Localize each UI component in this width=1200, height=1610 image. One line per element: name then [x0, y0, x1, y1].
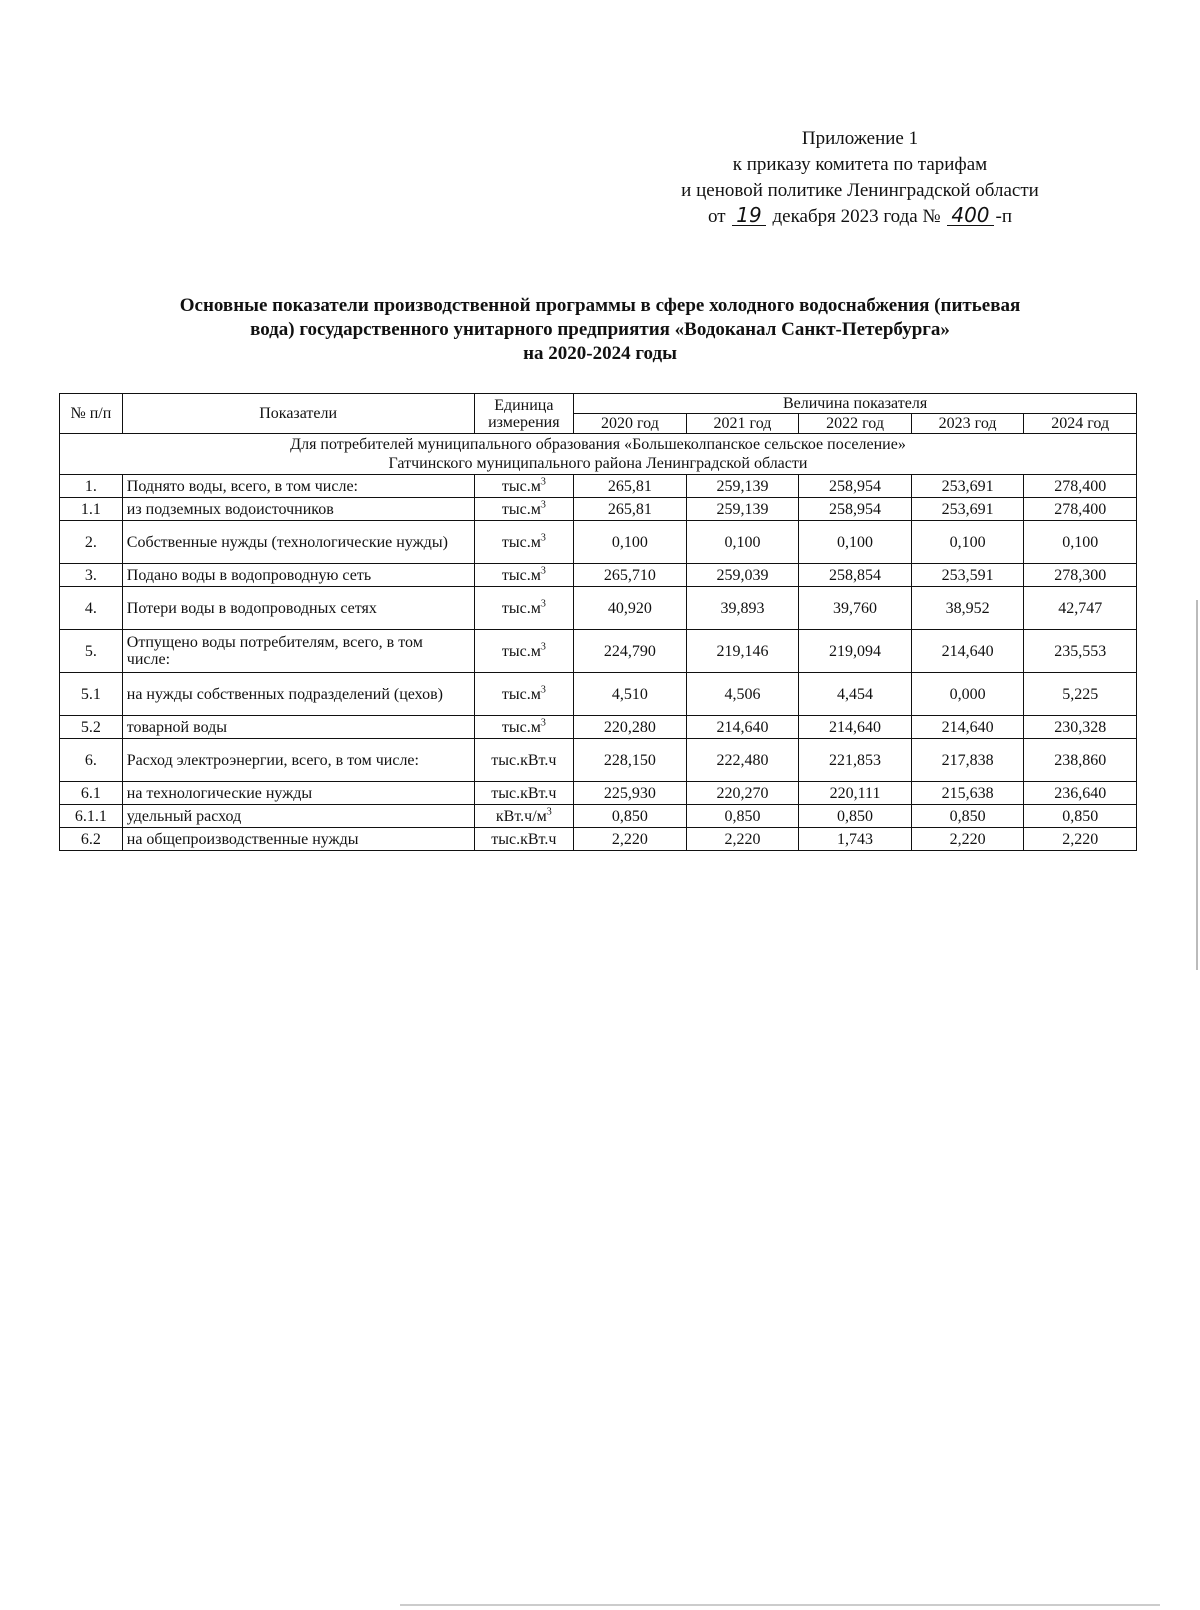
row-indicator-name: Отпущено воды потребителям, всего, в том числе:	[122, 630, 474, 673]
unit-superscript: 3	[540, 641, 546, 653]
row-value: 217,838	[911, 739, 1024, 782]
row-value: 40,920	[574, 587, 687, 630]
row-value: 0,100	[686, 521, 799, 564]
row-number: 5.2	[60, 716, 123, 739]
handwritten-order-number: 400	[947, 205, 993, 226]
row-value: 214,640	[686, 716, 799, 739]
row-value: 0,850	[911, 805, 1024, 828]
row-value: 258,854	[799, 564, 912, 587]
row-value: 259,139	[686, 475, 799, 498]
order-suffix: -п	[995, 206, 1013, 227]
row-value: 214,640	[911, 716, 1024, 739]
unit-text: кВт.ч/м	[495, 807, 547, 825]
row-value: 0,100	[799, 521, 912, 564]
row-value: 0,850	[1024, 805, 1137, 828]
header-year: 2024 год	[1024, 414, 1137, 434]
row-value: 225,930	[574, 782, 687, 805]
table-row	[60, 564, 1137, 587]
row-number: 4.	[60, 587, 123, 630]
unit-text: тыс.м	[501, 599, 541, 617]
row-value: 265,710	[574, 564, 687, 587]
header-no: № п/п	[60, 394, 123, 434]
unit-superscript: 3	[540, 598, 546, 610]
row-value: 278,400	[1024, 498, 1137, 521]
row-value: 214,640	[911, 630, 1024, 673]
unit-superscript: 3	[540, 565, 546, 577]
row-indicator-name: на общепроизводственные нужды	[122, 828, 474, 851]
indicators-table	[59, 393, 1137, 851]
row-value: 265,81	[574, 475, 687, 498]
row-value: 42,747	[1024, 587, 1137, 630]
unit-text: тыс.м	[501, 685, 541, 703]
row-indicator-name: Подано воды в водопроводную сеть	[122, 564, 474, 587]
row-number: 1.1	[60, 498, 123, 521]
row-unit	[474, 716, 574, 739]
row-value: 1,743	[799, 828, 912, 851]
row-value: 220,270	[686, 782, 799, 805]
row-value: 220,280	[574, 716, 687, 739]
row-number: 5.	[60, 630, 123, 673]
row-value: 0,100	[911, 521, 1024, 564]
date-rest: декабря 2023 года №	[772, 206, 941, 227]
table-row	[60, 716, 1137, 739]
row-value: 228,150	[574, 739, 687, 782]
appendix-line-order: к приказу комитета по тарифам	[732, 154, 988, 175]
row-value: 259,139	[686, 498, 799, 521]
scan-bottom-edge	[400, 1604, 1160, 1606]
row-value: 215,638	[911, 782, 1024, 805]
table-row	[60, 521, 1137, 564]
header-indicator: Показатели	[122, 394, 474, 434]
row-value: 4,510	[574, 673, 687, 716]
row-value: 258,954	[799, 475, 912, 498]
header-value-group: Величина показателя	[574, 394, 1137, 414]
row-unit	[474, 564, 574, 587]
row-unit	[474, 521, 574, 564]
row-value: 214,640	[799, 716, 912, 739]
row-value: 4,506	[686, 673, 799, 716]
table-row	[60, 739, 1137, 782]
unit-text: тыс.кВт.ч	[491, 830, 557, 848]
row-number: 1.	[60, 475, 123, 498]
row-value: 2,220	[911, 828, 1024, 851]
appendix-header	[620, 126, 1100, 230]
row-number: 6.2	[60, 828, 123, 851]
unit-text: тыс.м	[501, 500, 541, 518]
scan-edge-mark	[1196, 600, 1198, 970]
row-number: 6.	[60, 739, 123, 782]
table-row	[60, 828, 1137, 851]
title-line-1: Основные показатели производственной программы в сфере холодного водоснабжения (питьевая	[179, 295, 1021, 316]
unit-text: тыс.м	[501, 477, 541, 495]
row-value: 230,328	[1024, 716, 1137, 739]
table-row	[60, 805, 1137, 828]
unit-superscript: 3	[540, 476, 546, 488]
row-number: 6.1	[60, 782, 123, 805]
row-indicator-name: Расход электроэнергии, всего, в том числе:	[122, 739, 474, 782]
row-value: 5,225	[1024, 673, 1137, 716]
unit-superscript: 3	[540, 499, 546, 511]
row-value: 4,454	[799, 673, 912, 716]
table-row	[60, 630, 1137, 673]
row-value: 2,220	[1024, 828, 1137, 851]
row-number: 6.1.1	[60, 805, 123, 828]
row-unit	[474, 498, 574, 521]
appendix-date-line	[620, 204, 1100, 230]
row-value: 221,853	[799, 739, 912, 782]
row-value: 235,553	[1024, 630, 1137, 673]
appendix-title: Приложение 1	[801, 128, 919, 149]
unit-text: тыс.кВт.ч	[491, 751, 557, 769]
row-value: 259,039	[686, 564, 799, 587]
appendix-line-committee: и ценовой политике Ленинградской области	[681, 180, 1039, 201]
row-indicator-name: Поднято воды, всего, в том числе:	[122, 475, 474, 498]
header-year: 2020 год	[574, 414, 687, 434]
date-prefix: от	[707, 206, 726, 227]
section-line-1: Для потребителей муниципального образования «Большеколпанское сельское поселение»	[290, 436, 906, 453]
row-value: 253,591	[911, 564, 1024, 587]
row-indicator-name: из подземных водоисточников	[122, 498, 474, 521]
row-value: 238,860	[1024, 739, 1137, 782]
row-indicator-name: на технологические нужды	[122, 782, 474, 805]
unit-superscript: 3	[540, 532, 546, 544]
row-value: 0,100	[1024, 521, 1137, 564]
row-number: 5.1	[60, 673, 123, 716]
header-year: 2022 год	[799, 414, 912, 434]
header-year: 2023 год	[911, 414, 1024, 434]
unit-superscript: 3	[540, 684, 546, 696]
row-value: 2,220	[574, 828, 687, 851]
row-unit	[474, 673, 574, 716]
row-value: 265,81	[574, 498, 687, 521]
row-unit	[474, 828, 574, 851]
row-value: 39,760	[799, 587, 912, 630]
row-value: 219,146	[686, 630, 799, 673]
row-value: 2,220	[686, 828, 799, 851]
document-title	[60, 294, 1140, 366]
row-value: 38,952	[911, 587, 1024, 630]
title-line-3: на 2020-2024 годы	[523, 343, 677, 364]
unit-text: тыс.м	[501, 533, 541, 551]
table-row	[60, 587, 1137, 630]
row-number: 2.	[60, 521, 123, 564]
row-value: 0,000	[911, 673, 1024, 716]
row-value: 39,893	[686, 587, 799, 630]
row-number: 3.	[60, 564, 123, 587]
row-value: 220,111	[799, 782, 912, 805]
section-row	[60, 434, 1137, 475]
unit-text: тыс.кВт.ч	[491, 784, 557, 802]
row-unit	[474, 475, 574, 498]
row-unit	[474, 587, 574, 630]
row-value: 258,954	[799, 498, 912, 521]
row-indicator-name: на нужды собственных подразделений (цехов)	[122, 673, 474, 716]
row-value: 0,850	[799, 805, 912, 828]
row-unit	[474, 739, 574, 782]
row-value: 236,640	[1024, 782, 1137, 805]
row-indicator-name: Собственные нужды (технологические нужды)	[122, 521, 474, 564]
row-indicator-name: товарной воды	[122, 716, 474, 739]
unit-superscript: 3	[540, 717, 546, 729]
row-unit	[474, 805, 574, 828]
row-value: 278,300	[1024, 564, 1137, 587]
handwritten-day: 19	[732, 205, 765, 226]
unit-text: тыс.м	[501, 642, 541, 660]
table-row	[60, 475, 1137, 498]
row-value: 219,094	[799, 630, 912, 673]
row-value: 278,400	[1024, 475, 1137, 498]
section-cell	[60, 434, 1137, 475]
table-row	[60, 673, 1137, 716]
row-value: 0,850	[574, 805, 687, 828]
row-value: 222,480	[686, 739, 799, 782]
row-value: 0,850	[686, 805, 799, 828]
header-unit: Единица измерения	[474, 394, 574, 434]
row-value: 0,100	[574, 521, 687, 564]
unit-text: тыс.м	[501, 566, 541, 584]
title-line-2: вода) государственного унитарного предприятия «Водоканал Санкт-Петербурга»	[250, 319, 950, 340]
row-indicator-name: Потери воды в водопроводных сетях	[122, 587, 474, 630]
row-value: 253,691	[911, 475, 1024, 498]
table-row	[60, 782, 1137, 805]
row-value: 253,691	[911, 498, 1024, 521]
row-value: 224,790	[574, 630, 687, 673]
row-unit	[474, 630, 574, 673]
unit-superscript: 3	[546, 806, 552, 818]
table-row	[60, 498, 1137, 521]
row-indicator-name: удельный расход	[122, 805, 474, 828]
header-year: 2021 год	[686, 414, 799, 434]
unit-text: тыс.м	[501, 718, 541, 736]
section-line-2: Гатчинского муниципального района Ленинградской области	[388, 455, 808, 472]
row-unit	[474, 782, 574, 805]
